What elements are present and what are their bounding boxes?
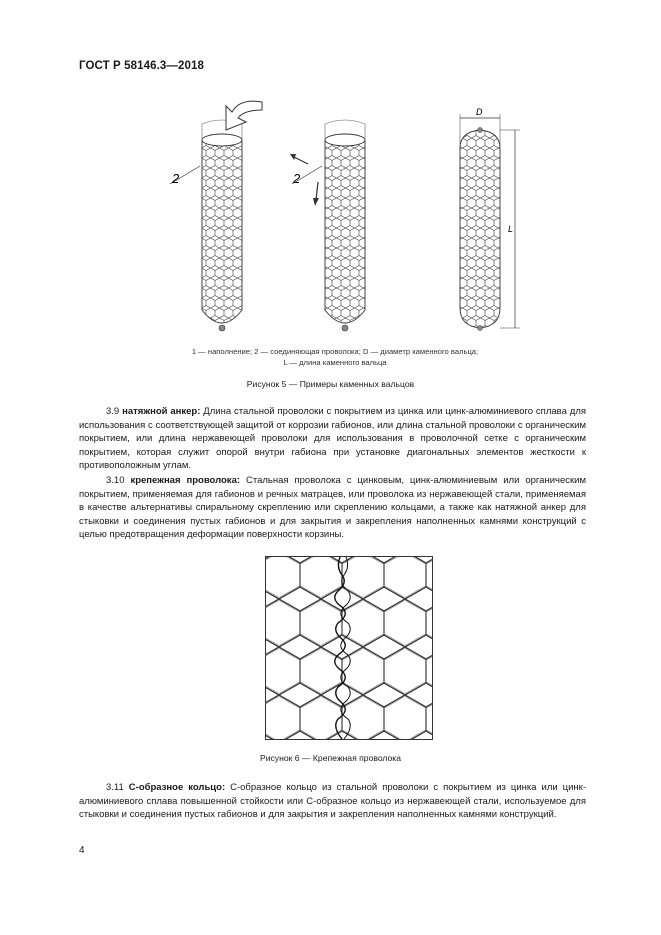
figure-5-legend-line-1: 1 — наполнение; 2 — соединяющая проволока; D — диаметр каменного вальца;	[191, 347, 479, 356]
stone-roll-1	[202, 120, 242, 331]
section-3-11	[79, 781, 586, 822]
definition: С-образное кольцо из стальной проволоки с покрытием из цинка или цинк-алюминиевого сплава повышенной стойкости или С-образное кольцо из нержавеющей стали, используемое для стыковки и соединения пустых габионов и для закрытия и закрепления наполненных камнями конструкций.	[79, 782, 586, 821]
document-header: ГОСТ Р 58146.3—2018	[79, 60, 204, 72]
section-3-10	[79, 474, 586, 542]
figure-6-caption: Рисунок 6 — Крепежная проволока	[259, 753, 402, 763]
dimension-d-label: D	[476, 107, 483, 117]
section-number: 3.10	[106, 475, 125, 486]
label-wire-roll-1: 2	[172, 171, 180, 186]
section-number: 3.11	[106, 782, 124, 793]
section-3-9	[79, 405, 586, 473]
figure-5-legend-line-2: L — длина каменного вальца	[283, 358, 387, 367]
term: крепежная проволока:	[130, 475, 241, 486]
figure-5-drawing	[170, 88, 530, 338]
dimension-l-label: L	[508, 224, 514, 234]
page-number: 4	[79, 845, 85, 856]
figure-6-drawing	[265, 556, 433, 740]
stone-roll-2	[325, 120, 365, 331]
term: С-образное кольцо:	[128, 782, 226, 793]
section-number: 3.9	[106, 406, 120, 417]
definition: Длина стальной проволоки с покрытием из цинка или цинк-алюминиевого сплава для использования с соответствующей защитой от коррозии габионов, или длина стальной проволоки с органическим покрытием, или длина нержавеющей проволоки для использования в проволочной сетке с органическим покрытием, которая служит опорой внутри габиона при установке диагональных элементов жесткости к противоположным углам.	[79, 406, 587, 472]
arrow-down-icon	[316, 182, 318, 200]
term: натяжной анкер:	[122, 406, 201, 417]
stone-roll-3	[460, 128, 500, 331]
definition: Стальная проволока с цинковым, цинк-алюминиевым или органическим покрытием, применяемая для габионов и речных матрацев, или проволока из нержавеющей стали, применяемая в качестве альтернативы спиральному скреплению или скреплению кольцами, а также как натяжной анкер для стыковки и соединения пустых габионов и для закрытия и закрепления наполненных камнями конструкций с целью предотвращения деформации поверхности корзины.	[79, 475, 586, 541]
arrow-fill-icon	[226, 101, 262, 130]
figure-5-caption: Рисунок 5 — Примеры каменных вальцов	[246, 379, 415, 389]
label-wire-roll-2: 2	[293, 171, 301, 186]
